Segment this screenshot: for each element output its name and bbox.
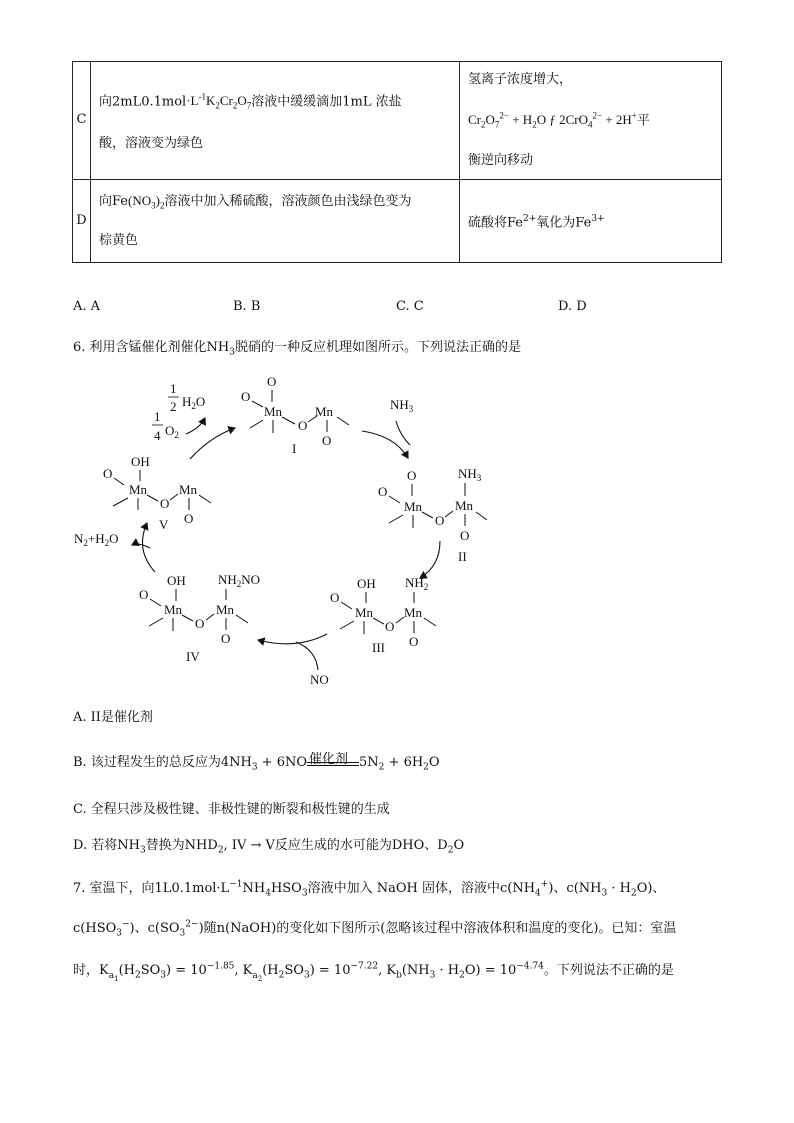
reagent-no: NO xyxy=(310,672,329,687)
label-iii: III xyxy=(372,640,385,655)
catalyst-arrow: 催化剂 xyxy=(307,764,359,766)
iii-bottom-o: O xyxy=(409,634,419,649)
q6-option-c[interactable]: C. 全程只涉及极性键、非极性键的断裂和极性键的生成 xyxy=(73,802,390,817)
i-bridge-o: O xyxy=(298,418,308,433)
iii-nh2: $NH_2$ xyxy=(405,575,429,592)
q5-choice-a[interactable]: A. A xyxy=(73,299,101,314)
v-mn1: Mn xyxy=(129,482,148,497)
row-label-c: C xyxy=(73,62,91,180)
arrow-n2-out xyxy=(132,544,150,548)
label-ii: II xyxy=(458,549,467,564)
q5-choice-b[interactable]: B. B xyxy=(233,299,261,314)
explanation-c: 氢离子浓度增大， $Cr_2O_7^{2-} + H_2O$ ƒ 2CrO$_4^{2-}$ + 2H+平 衡逆向移动 xyxy=(460,62,722,180)
species-v xyxy=(103,454,211,532)
explanation-d: 硫酸将$Fe^{2+}$氧化为$Fe^{3+}$ xyxy=(460,179,722,262)
iii-bridge-o: O xyxy=(385,619,395,634)
v-mn2: Mn xyxy=(179,482,198,497)
iii-left-o: O xyxy=(330,590,340,605)
half-h2o xyxy=(168,381,205,414)
iii-mn2: Mn xyxy=(404,605,423,620)
svg-text:2: 2 xyxy=(170,399,177,414)
ii-nh3: $NH_3$ xyxy=(458,466,482,483)
species-ii xyxy=(378,466,487,564)
species-iii xyxy=(330,575,436,655)
ii-top-o: O xyxy=(407,468,417,483)
q6-option-d[interactable]: D. 若将$NH_3$替换为$NHD_2$, IV → V反应生成的水可能为DHO、$D_2O$ xyxy=(73,838,465,856)
svg-text:H2O: $H_2O$ xyxy=(182,394,206,411)
q6-option-a[interactable]: A. II是催化剂 xyxy=(73,710,153,725)
v-oh: OH xyxy=(131,454,150,469)
svg-text:O2: $O_2$ xyxy=(165,423,179,440)
operation-c: 向$2mL0.1mol\cdot L^{-1}K_2Cr_2O_7$溶液中缓缓滴加1mL 浓盐 酸，溶液变为绿色 xyxy=(91,62,460,180)
v-bottom-o: O xyxy=(184,511,194,526)
arrow-h2o-out xyxy=(186,418,205,434)
ii-mn2: Mn xyxy=(455,498,474,513)
species-i xyxy=(241,374,349,456)
arrow-v-to-i xyxy=(190,428,235,459)
arrow-nh3-in xyxy=(396,421,410,445)
quarter-o2 xyxy=(152,409,179,443)
dichromate-equilibrium: $Cr_2O_7^{2-} + H_2O$ ƒ 2CrO$_4^{2-}$ + 2H+ xyxy=(468,111,637,130)
v-bridge-o: O xyxy=(160,496,170,511)
arrow-ii-to-iii xyxy=(420,541,440,578)
q7-line-2: $c(HSO_3^-)$、$c(SO_3^{2-})$随n(NaOH)的变化如下图所示(忽略该过程中溶液体积和温度的变化)。已知：室温 xyxy=(73,919,677,939)
q7-line-3: 时，$K_{a_1}(H_2SO_3) = 10^{-1.85}$, $K_{a_2}(H_2SO_3) = 10^{-7.22}$, $K_b(NH_3 \cdot H_2O) = 10^{-4.74}$。下列说法不正确的是 xyxy=(73,961,674,983)
q5-choice-d[interactable]: D. D xyxy=(558,299,587,314)
iv-bridge-o: O xyxy=(195,616,205,631)
species-iv xyxy=(139,572,260,664)
svg-text:4: 4 xyxy=(154,428,161,443)
row-label-d: D xyxy=(73,179,91,262)
iv-nh2no: $NH_2NO$ xyxy=(218,572,261,589)
reagent-nh3: $NH_3$ xyxy=(390,397,414,414)
label-i: I xyxy=(292,441,297,456)
v-left-o: O xyxy=(103,466,113,481)
q7-line-1: 7. 室温下，向$1L0.1mol\cdot L^{-1}NH_4HSO_3$溶液中加入 NaOH 固体，溶液中$c(NH_4^+)$、$c(NH_3 \cdot H_2O)$、 xyxy=(73,879,666,899)
svg-text:1: 1 xyxy=(154,409,161,424)
i-mn1: Mn xyxy=(264,404,283,419)
svg-text:1: 1 xyxy=(170,381,177,396)
q6-stem: 6. 利用含锰催化剂催化$NH_3$脱硝的一种反应机理如图所示。下列说法正确的是 xyxy=(73,340,521,358)
q6-option-b[interactable]: B. 该过程发生的总反应为$4NH_3 + 6NO$ 催化剂 $5N_2 + 6H_2O$ xyxy=(73,752,440,773)
i-top-o: O xyxy=(267,374,277,389)
i-mn2: Mn xyxy=(315,404,334,419)
iii-oh: OH xyxy=(357,576,376,591)
ii-bridge-o: O xyxy=(435,513,445,528)
arrow-iii-to-iv xyxy=(258,634,327,644)
i-bottom-o: O xyxy=(322,433,332,448)
iv-mn2: Mn xyxy=(216,602,235,617)
iv-bottom-o: O xyxy=(221,631,231,646)
operation-d: 向$Fe(NO_3)_2$溶液中加入稀硫酸，溶液颜色由浅绿色变为 棕黄色 xyxy=(91,179,460,262)
iv-left-o: O xyxy=(139,587,149,602)
arrow-i-to-ii xyxy=(362,431,408,458)
ii-mn1: Mn xyxy=(404,499,423,514)
q5-choice-c[interactable]: C. C xyxy=(396,299,424,314)
product-n2-h2o: $N_2+H_2O$ xyxy=(74,531,119,548)
ii-bottom-o: O xyxy=(460,528,470,543)
iv-oh: OH xyxy=(167,573,186,588)
ii-left-o: O xyxy=(378,484,388,499)
iii-mn1: Mn xyxy=(355,605,374,620)
label-iv: IV xyxy=(186,649,200,664)
label-v: V xyxy=(159,517,169,532)
i-left-o: O xyxy=(241,389,251,404)
arrow-no-in xyxy=(296,642,318,670)
iv-mn1: Mn xyxy=(164,602,183,617)
